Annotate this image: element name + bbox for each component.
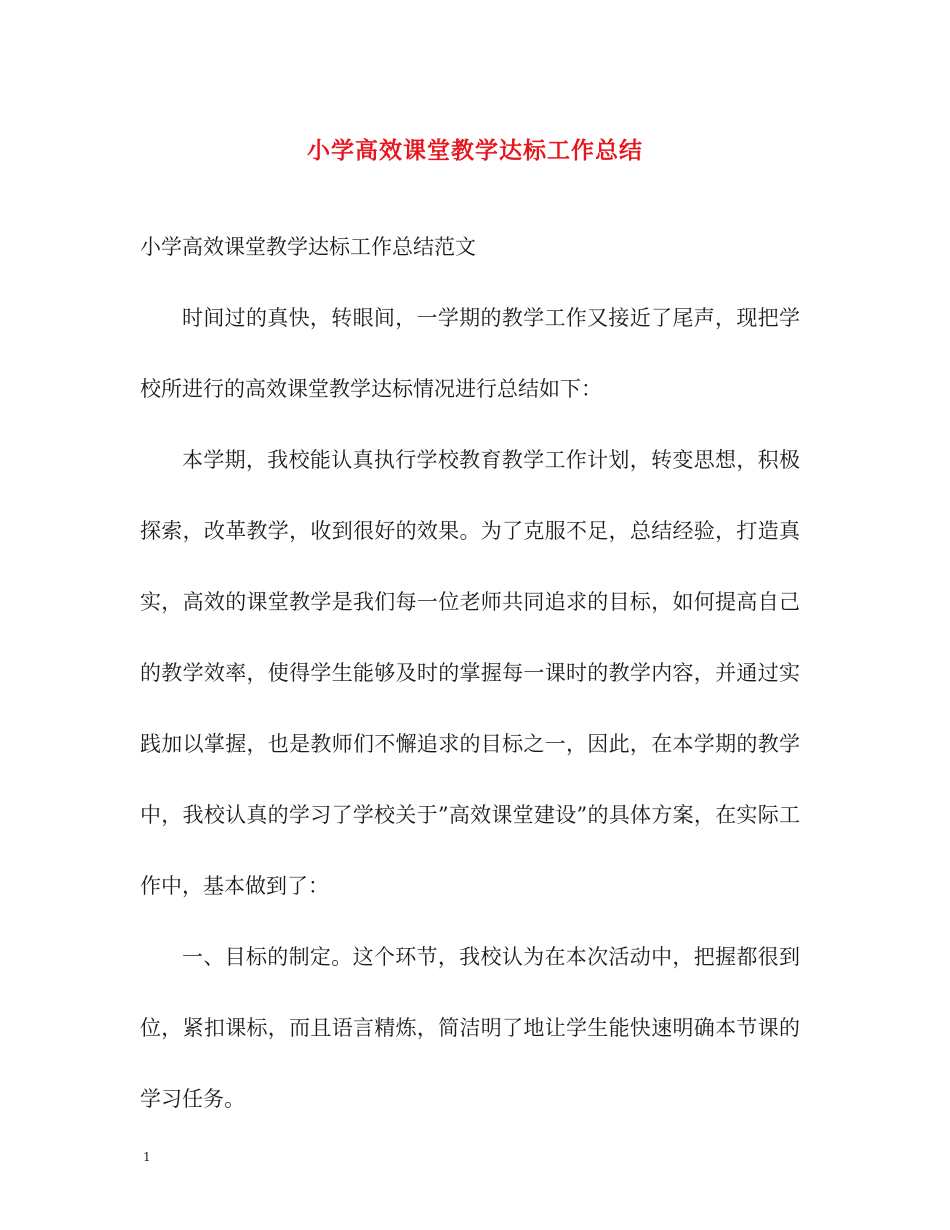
paragraph-intro: 时间过的真快，转眼间，一学期的教学工作又接近了尾声，现把学校所进行的高效课堂教学达标情况进行总结如下： — [140, 306, 800, 401]
document-body — [140, 212, 800, 1135]
paragraph-goal-setting: 一、目标的制定。这个环节，我校认为在本次活动中，把握都很到位，紧扣课标，而且语言精炼，简洁明了地让学生能快速明确本节课的学习任务。 — [140, 945, 800, 1111]
page-number: 1 — [143, 1150, 151, 1164]
document-title: 小学高效课堂教学达标工作总结 — [307, 137, 643, 164]
document-subtitle: 小学高效课堂教学达标工作总结范文 — [140, 235, 476, 259]
paragraph-semester-work: 本学期，我校能认真执行学校教育教学工作计划，转变思想，积极探索，改革教学，收到很好的效果。为了克服不足，总结经验，打造真实，高效的课堂教学是我们每一位老师共同追求的目标，如何提高自己的教学效率，使得学生能够及时的掌握每一课时的教学内容，并通过实践加以掌握，也是教师们不懈追求的目标之一，因此，在本学期的教学中，我校认真的学习了学校关于”高效课堂建设”的具体方案，在实际工作中，基本做到了： — [140, 448, 800, 898]
